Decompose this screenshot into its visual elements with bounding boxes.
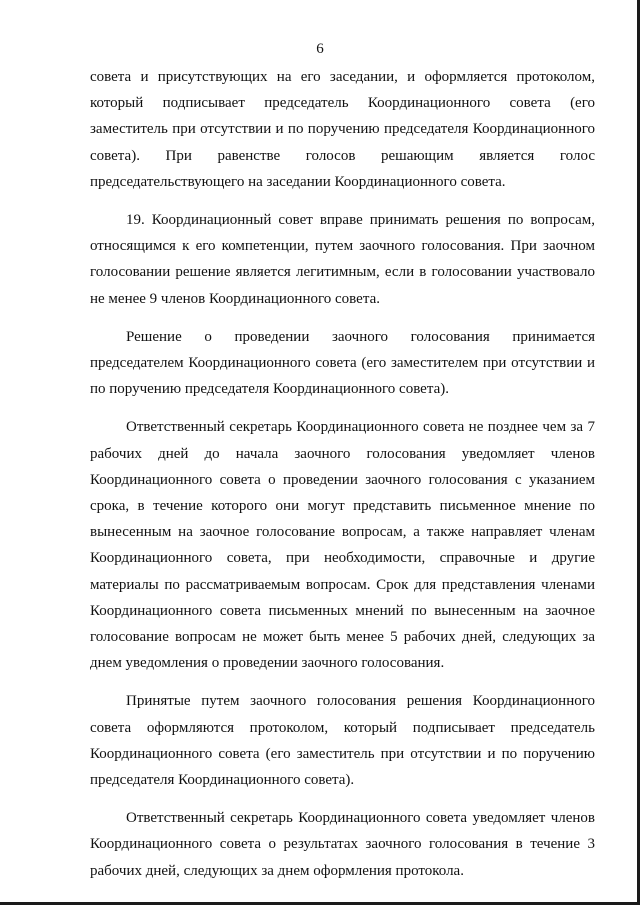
paragraph-secretary-notice: Ответственный секретарь Координационного совета не позднее чем за 7 рабочих дней до начала заочного голосования уведомляет членов Координационного совета о проведении заочного голосования с указанием срока, в течение которого они могут представить письменное мнение по вынесенным на заочное голосование вопросам, а также направляет членам Координационного совета, при необходимости, справочные и другие материалы по рассматриваемым вопросам. Срок для представления членами Координационного совета письменных мнений по вынесенным на заочное голосование вопросам не может быть менее 5 рабочих дней, следующих за днем уведомления о проведении заочного голосования. — [90, 419, 595, 672]
paragraph-continuation: совета и присутствующих на его заседании, и оформляется протоколом, который подписывает председатель Координационного совета (его заместитель при отсутствии и по поручению председателя Координационного совета). При равенстве голосов решающим является голос председательствующего на заседании Координационного совета. — [90, 69, 595, 190]
paragraph-gap — [90, 312, 595, 324]
paragraph-decision: Решение о проведении заочного голосования принимается председателем Координационного совета (его заместителем при отсутствии и по поручению председателя Координационного совета). — [90, 328, 595, 398]
paragraph-gap — [90, 402, 595, 414]
paragraph-gap — [90, 676, 595, 688]
document-body — [90, 64, 595, 884]
paragraph-protocol: Принятые путем заочного голосования решения Координационного совета оформляются протоколом, который подписывает председатель Координационного совета (его заместитель при отсутствии и по поручению председателя Координационного совета). — [90, 693, 595, 789]
page-number: 6 — [316, 41, 324, 57]
paragraph-item-19: 19. Координационный совет вправе принимать решения по вопросам, относящимся к его компетенции, путем заочного голосования. При заочном голосовании решение является легитимным, если в голосовании участвовало не менее 9 членов Координационного совета. — [90, 212, 595, 307]
paragraph-gap — [90, 793, 595, 805]
paragraph-results-notice: Ответственный секретарь Координационного совета уведомляет членов Координационного совета о результатах заочного голосования в течение 3 рабочих дней, следующих за днем оформления протокола. — [90, 810, 595, 879]
paragraph-gap — [90, 195, 595, 207]
